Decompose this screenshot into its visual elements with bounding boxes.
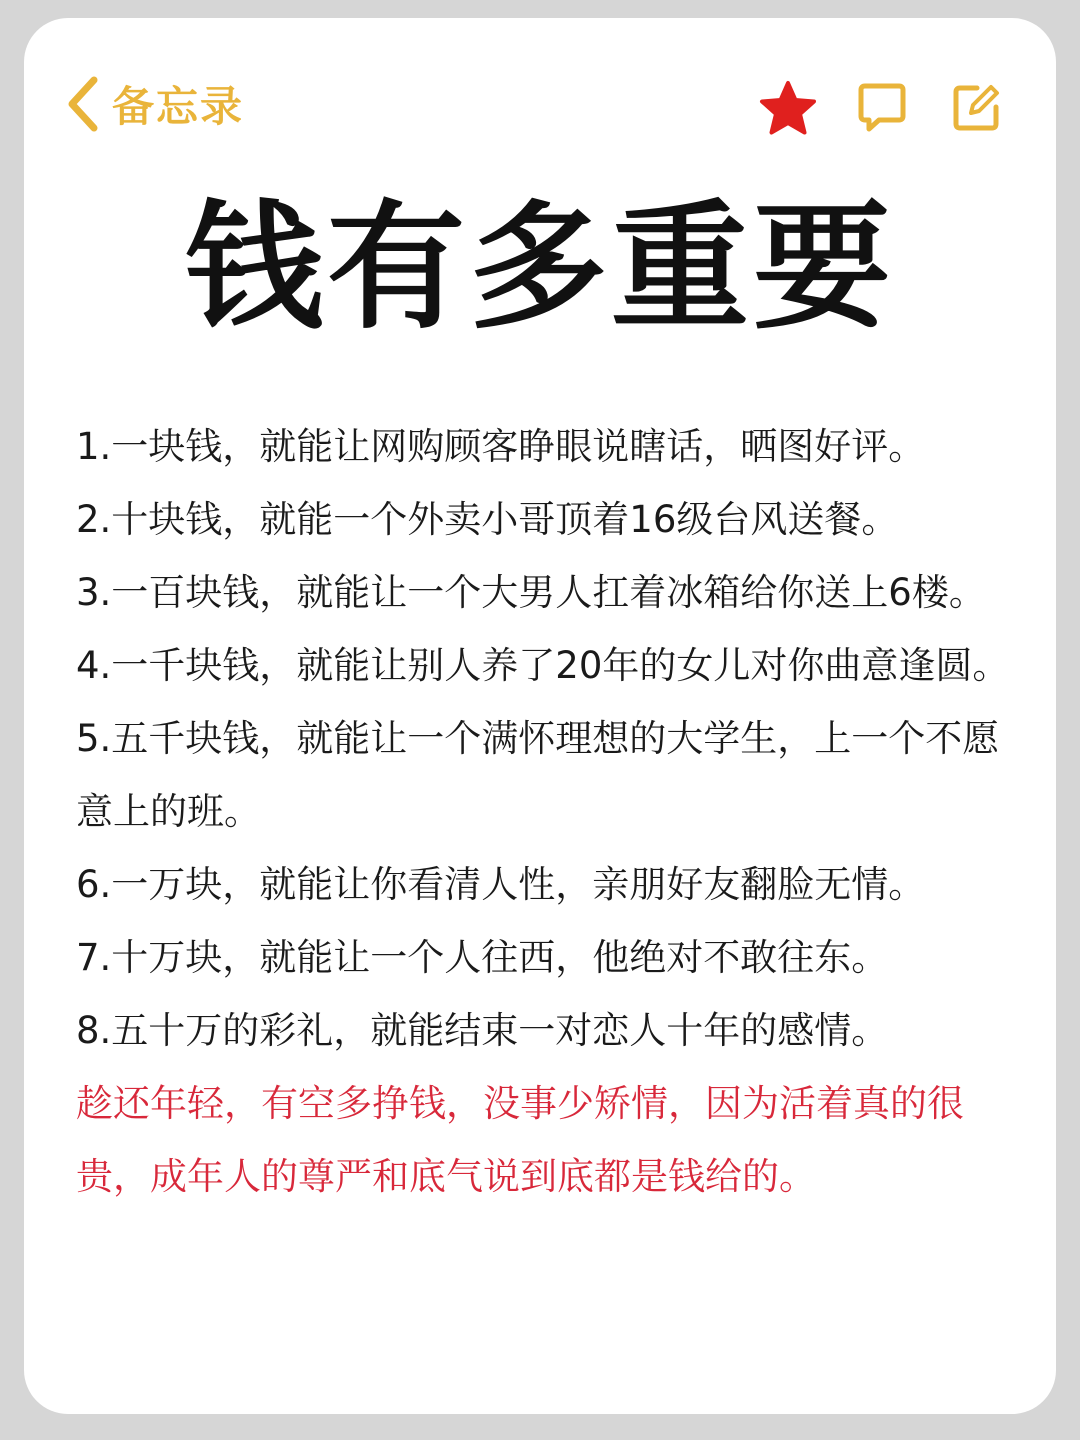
favorite-button[interactable] (758, 80, 818, 140)
note-title: 钱有多重要 (184, 187, 895, 348)
note-card (24, 18, 1056, 1414)
note-body[interactable] (76, 410, 1016, 1213)
navigation-bar (24, 18, 1056, 168)
chevron-left-icon (64, 76, 100, 132)
back-button[interactable] (64, 74, 244, 134)
list-item: 7.十万块，就能让一个人往西，他绝对不敢往东。 (76, 936, 889, 979)
conclusion-text: 趁还年轻，有空多挣钱，没事少矫情，因为活着真的很贵，成年人的尊严和底气说到底都是钱给的。 (76, 1082, 964, 1198)
back-label: 备忘录 (112, 82, 245, 131)
toolbar-actions (724, 80, 1006, 140)
list-item: 8.五十万的彩礼，就能结束一对恋人十年的感情。 (76, 1009, 889, 1052)
list-item: 1.一块钱，就能让网购顾客睁眼说瞎话，晒图好评。 (76, 425, 926, 468)
comment-button[interactable] (852, 80, 912, 140)
star-icon (759, 80, 817, 140)
list-item: 6.一万块，就能让你看清人性，亲朋好友翻脸无情。 (76, 863, 926, 906)
list-item: 5.五千块钱，就能让一个满怀理想的大学生，上一个不愿意上的班。 (76, 717, 1000, 833)
comment-icon (857, 82, 907, 138)
list-item: 4.一千块钱，就能让别人养了20年的女儿对你曲意逢圆。 (76, 644, 1010, 687)
list-item: 3.一百块钱，就能让一个大男人扛着冰箱给你送上6楼。 (76, 571, 986, 614)
edit-icon (951, 83, 1001, 137)
list-item: 2.十块钱，就能一个外卖小哥顶着16级台风送餐。 (76, 498, 899, 541)
edit-button[interactable] (946, 80, 1006, 140)
